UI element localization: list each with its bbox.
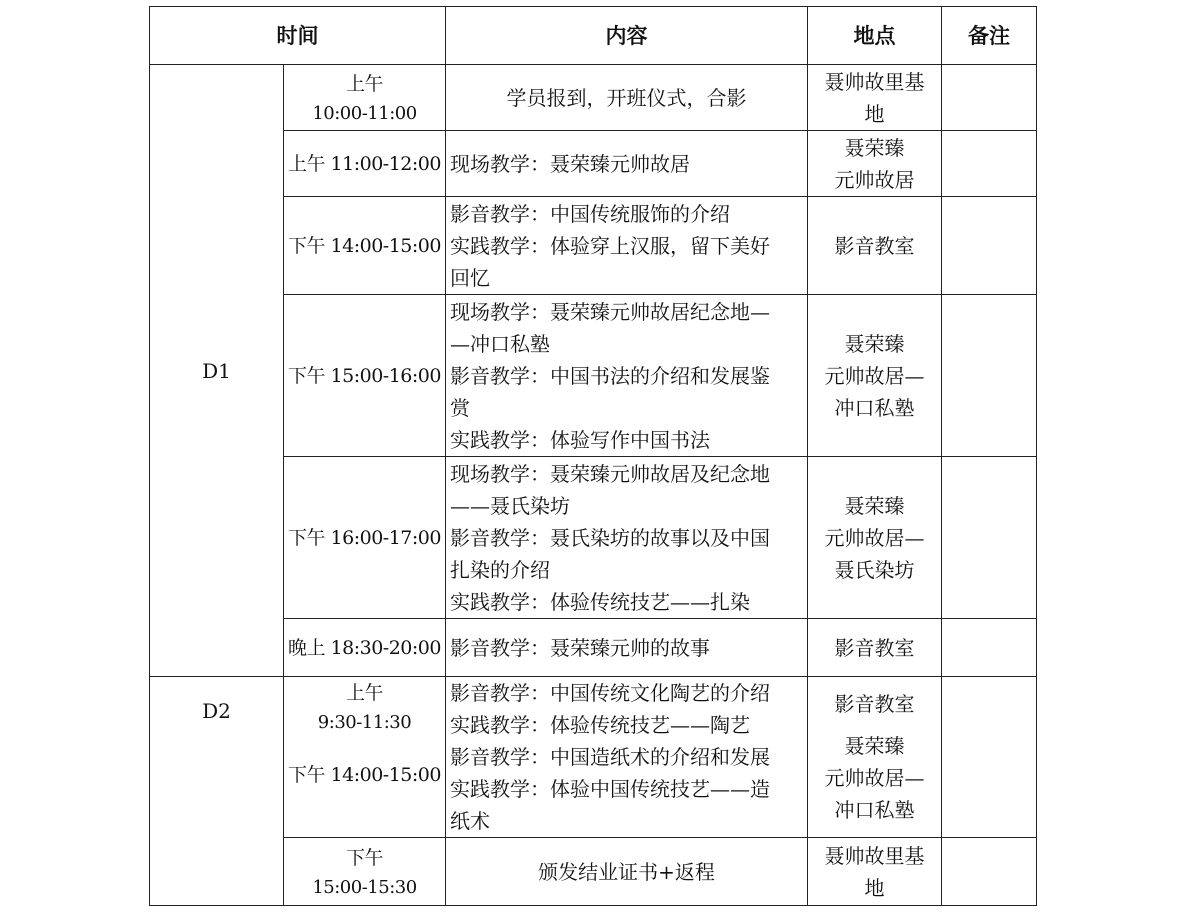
content-line: 现场教学：聂荣臻元帅故居 [450,151,690,176]
remark-cell [942,131,1037,197]
content-cell [446,197,808,295]
content-cell [446,677,808,838]
header-content: 内容 [446,7,808,65]
header-row [150,7,1037,65]
location-line: 地 [864,101,885,126]
time-range: 下午 14:00-15:00 [288,764,441,786]
header-remark: 备注 [942,7,1037,65]
time-cell: 下午 15:00-16:00 [284,295,446,457]
location-line: 聂氏染坊 [834,557,915,582]
time-cell [284,677,446,838]
remark-cell [942,677,1037,838]
time-spacer [288,737,441,759]
location-cell [808,131,942,197]
table-row [150,457,1037,619]
remark-cell [942,65,1037,131]
time-cell: 上午 11:00-12:00 [284,131,446,197]
location-cell [808,838,942,906]
time-cell: 晚上 18:30-20:00 [284,619,446,677]
content-line: 学员报到，开班仪式，合影 [506,85,747,110]
table-row [150,65,1037,131]
table-row [150,619,1037,677]
time-range: 10:00-11:00 [312,102,417,124]
location-line: 元帅故居— [824,525,925,550]
location-line: 冲口私塾 [834,395,915,420]
remark-cell [942,197,1037,295]
remark-cell [942,838,1037,906]
time-period: 上午 [345,682,383,704]
time-cell: 下午 14:00-15:00 [284,197,446,295]
remark-cell [942,619,1037,677]
location-line: 冲口私塾 [834,798,915,822]
header-time: 时间 [150,7,446,65]
content-line: 影音教学：中国造纸术的介绍和发展 [450,745,770,769]
header-location: 地点 [808,7,942,65]
content-cell [446,838,808,906]
location-cell [808,295,942,457]
time-cell [284,65,446,131]
content-line: 影音教学：中国传统服饰的介绍 [450,201,730,226]
location-line: 元帅故居— [824,766,925,790]
schedule-table [149,6,1037,906]
location-line: 影音教室 [834,692,915,716]
content-line: 影音教学：中国传统文化陶艺的介绍 [450,681,770,705]
table-row [150,677,1037,838]
location-cell [808,677,942,838]
time-period: 上午 [345,72,383,95]
location-line: 聂荣臻 [844,493,905,518]
time-range: 9:30-11:30 [317,712,412,733]
location-line: 聂荣臻 [844,331,905,356]
content-line: 影音教学：聂氏染坊的故事以及中国 [450,525,770,550]
content-cell [446,457,808,619]
location-line: 聂帅故里基 [824,843,925,868]
location-line: 元帅故居 [834,167,915,192]
content-line: 实践教学：体验写作中国书法 [450,427,710,452]
content-line: 回忆 [450,265,490,290]
table-row [150,131,1037,197]
location-line: 聂帅故里基 [824,69,925,94]
content-line: 扎染的介绍 [450,557,550,582]
table-row [150,838,1037,906]
location-line: 影音教室 [834,233,915,258]
location-cell [808,619,942,677]
content-line: —冲口私塾 [450,331,550,356]
content-line: 现场教学：聂荣臻元帅故居及纪念地 [450,461,770,486]
location-cell [808,65,942,131]
content-line: 实践教学：体验传统技艺——扎染 [450,589,750,614]
remark-cell [942,457,1037,619]
location-line: 元帅故居— [824,363,925,388]
content-line: 实践教学：体验中国传统技艺——造 [450,777,770,801]
table-row [150,295,1037,457]
content-line: ——聂氏染坊 [450,493,570,518]
content-line: 影音教学：聂荣臻元帅的故事 [450,635,710,660]
content-line: 实践教学：体验穿上汉服，留下美好 [450,233,770,258]
location-cell [808,197,942,295]
time-range: 15:00-15:30 [312,876,417,898]
location-line: 影音教室 [834,635,915,660]
time-period: 下午 [345,846,383,869]
content-line: 纸术 [450,809,490,833]
location-spacer [812,720,937,730]
location-cell [808,457,942,619]
content-line: 实践教学：体验传统技艺——陶艺 [450,713,750,737]
day-label-d1: D1 [150,65,284,677]
day-label-d2: D2 [150,677,284,906]
content-line: 现场教学：聂荣臻元帅故居纪念地— [450,299,770,324]
remark-cell [942,295,1037,457]
content-line: 颁发结业证书+返程 [538,859,715,884]
time-cell: 下午 16:00-17:00 [284,457,446,619]
content-line: 影音教学：中国书法的介绍和发展鉴 [450,363,770,388]
content-cell [446,131,808,197]
time-cell [284,838,446,906]
location-line: 聂荣臻 [844,734,905,758]
content-cell [446,619,808,677]
table-row [150,197,1037,295]
content-cell [446,295,808,457]
content-line: 赏 [450,395,470,420]
location-line: 地 [864,875,885,900]
content-cell [446,65,808,131]
location-line: 聂荣臻 [844,135,905,160]
